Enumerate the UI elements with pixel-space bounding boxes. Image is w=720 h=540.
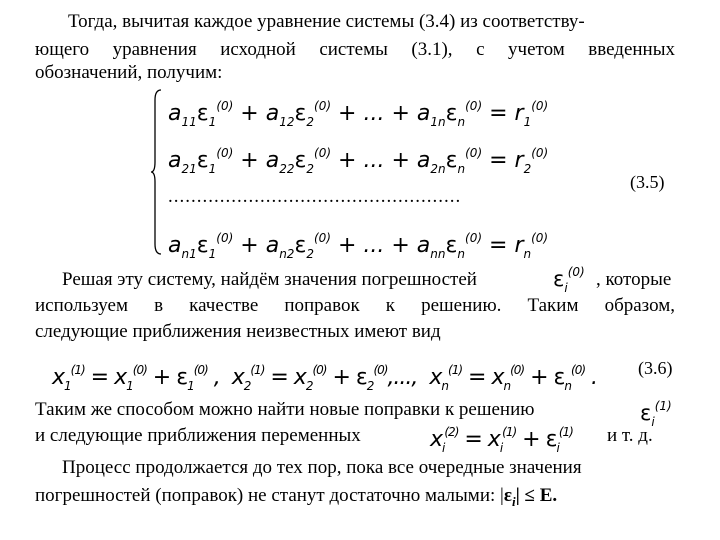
para4-line1: Процесс продолжается до тех пор, пока все очередные значения: [62, 457, 582, 478]
eps-i-0-inline: $\varepsilon_i^{(0)}$: [553, 265, 585, 295]
equation-label-3-6: (3.6): [638, 358, 673, 378]
equation-label-3-5: (3.5): [630, 172, 665, 192]
para3-line2: и следующие приближения переменных: [35, 425, 361, 446]
para2-line2: используем в качестве поправок к решению. Таким образом,: [35, 295, 675, 316]
eps-subscript: i: [511, 493, 516, 509]
para1-line2: ющего уравнения исходной системы (3.1), с учетом введенных: [35, 39, 675, 60]
para4-line2-end: | ≤ E.: [515, 485, 558, 506]
next-approximation-formula: $x_i^{(2)} = x_i^{(1)} + \varepsilon_i^{(1)}$: [430, 425, 573, 455]
para3-line2-end: и т. д.: [607, 425, 653, 446]
para3-line1: Таким же способом можно найти новые поправки к решению: [35, 399, 535, 420]
para2-line1: Решая эту систему, найдём значения погрешностей: [62, 269, 477, 290]
system-dots: ...................................................: [168, 186, 462, 207]
para4-line2-text: погрешностей (поправок) не станут достаточно малыми: |: [35, 485, 504, 506]
para2-line3: следующие приближения неизвестных имеют вид: [35, 321, 441, 342]
equation-3-6: $x_1^{(1)} = x_1^{(0)} + \varepsilon_1^{(0)}$ , $x_2^{(1)} = x_2^{(0)} + \varepsilon_2^{(0)}$,..., $x_n^{(1)} = x_n^{(0)} + \varepsilon_n^{(0)}$ .: [52, 363, 598, 393]
system-row-2: $a_{21}\varepsilon_1^{(0)} + a_{22}\varepsilon_2^{(0)}$ + ... + $a_{2n}\varepsilon_n^{(0)} = r_2^{(0)}$: [168, 146, 549, 176]
system-row-1: $a_{11}\varepsilon_1^{(0)} + a_{12}\varepsilon_2^{(0)}$ + ... + $a_{1n}\varepsilon_n^{(0)} = r_1^{(0)}$: [168, 99, 549, 129]
para1-line3: обозначений, получим:: [35, 62, 223, 83]
para1-line1: Тогда, вычитая каждое уравнение системы (3.4) из соответству-: [68, 11, 585, 32]
system-row-n: $a_{n1}\varepsilon_1^{(0)} + a_{n2}\varepsilon_2^{(0)}$ + ... + $a_{nn}\varepsilon_n^{(0)} = r_n^{(0)}$: [168, 231, 549, 261]
para2-line1-end: , которые: [596, 269, 672, 290]
para4-line2: [35, 484, 557, 514]
eps-symbol: ε: [503, 485, 512, 506]
eps-i-1-inline: $\varepsilon_i^{(1)}$: [640, 399, 672, 429]
left-brace: [150, 88, 162, 256]
